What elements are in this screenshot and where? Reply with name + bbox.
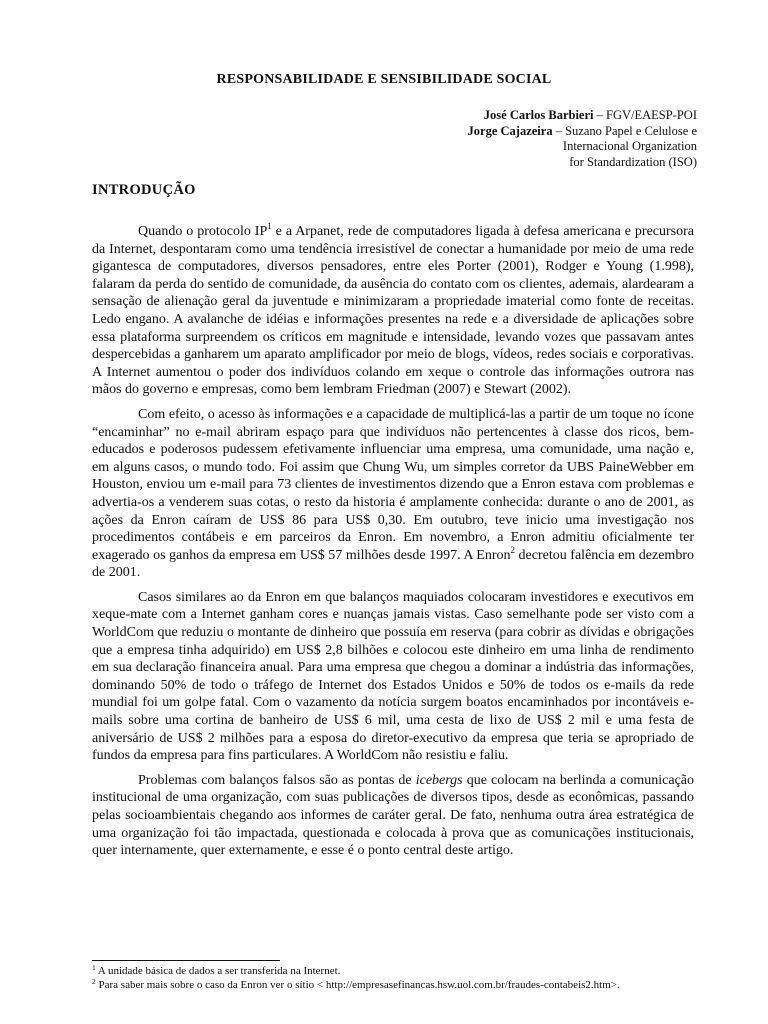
footnote-text: A unidade básica de dados a ser transferida na Internet. (95, 965, 341, 977)
footnote-text: Para saber mais sobre o caso da Enron ver o sítio < http://empresasefinancas.hsw.uol.com.br/fraudes-contabeis2.htm>. (95, 978, 620, 991)
author-affiliation-continued: for Standardization (ISO) (569, 154, 697, 169)
paragraph-2 (92, 406, 694, 582)
paragraph-3: Casos similares ao da Enron em que balanços maquiados colocaram investidores e executivos em xeque-mate com a Internet ganham cores e nuanças jamais vistas. Caso semelhante pode ser visto com a WorldCom que reduziu o montante de dinheiro que possuía em reserva (para cobrir as dívidas e obrigações que a empresa tinha adquirido) em US$ 2,8 bilhões e colocou este dinheiro em uma linha de rendimento em sua declaração financeira anual. Para uma empresa que chegou a dominar a indústria das informações, dominando 50% de todo o tráfego de Internet dos Estados Unidos e 50% de todos os e-mails da rede mundial foi um golpe fatal. Com o vazamento da notícia surgem boatos encaminhados por incontáveis e-mails sobre uma cortina de banheiro de US$ 6 mil, uma cesta de lixo de US$ 2 mil e uma festa de aniversário de US$ 2 milhões para a esposa do diretor-executivo da empresa que teria se apropriado de fundos da empresa para fins particulares. A WorldCom não resistiu e faliu. (92, 589, 694, 764)
footnote-ref: 2 (510, 544, 516, 555)
paragraph-text: que colocam na berlinda a comunicação institucional de uma organização, com suas publicações de diversos tipos, desde as econômicas, passando pelas socioambientais chegando aos informes de caráter geral. De fato, nenhuma outra área estratégica de uma organização foi tão impactada, questionada e colocada à prova que as comunicações institucionais, quer internamente, quer externamente, e esse é o ponto central deste artigo. (92, 772, 694, 859)
footnotes (92, 965, 694, 992)
paragraph-text: decretou falência em dezembro de 2001. (92, 547, 694, 581)
author-block (337, 108, 697, 170)
author-line-1 (337, 108, 697, 124)
author-affiliation: – Suzano Papel e Celulose e (552, 123, 697, 138)
paragraph-1 (92, 223, 694, 399)
footnote-ref: 1 (267, 221, 272, 231)
italic-term: icebergs (415, 772, 463, 788)
paper-title: RESPONSABILIDADE E SENSIBILIDADE SOCIAL (216, 72, 552, 87)
section-heading: INTRODUÇÃO (92, 182, 196, 198)
footnote-1 (92, 965, 694, 979)
paragraph-text: e a Arpanet, rede de computadores ligada à defesa americana e precursora da Internet, despontaram como uma tendência irresistível de conectar a humanidade por meio de uma rede gigantesca de computadores, diversos pensadores, entre eles Porter (2001), Rodger e Young (1.998), falaram da perda do sentido de comunidade, da ausência do contato com os clientes, ademais, alardearam a sensação de alienação geral da juventude e minimizaram a propriedade imaterial como fonte de receitas. Ledo engano. A avalanche de idéias e informações presentes na rede e a diversidade de aplicações sobre essa plataforma surpreendem os críticos em magnitude e intensidade, levando vozes que passavam antes despercebidas a ganharem um aparato amplificador por meio de blogs, vídeos, redes sociais e corporativas. A Internet aumentou o poder dos indivíduos colando em xeque o controle das informações outrora nas mãos do governo e empresas, como bem lembram Friedman (2007) e Stewart (2002). (92, 224, 694, 398)
author-line-2 (337, 124, 697, 140)
paragraph-text: Problemas com balanços falsos são as pontas de (138, 772, 416, 788)
footnote-mark: 1 (92, 963, 96, 972)
author-name: Jorge Cajazeira (467, 123, 553, 138)
author-affiliation: – FGV/EAESP-POI (593, 108, 697, 122)
footnote-divider (92, 960, 280, 961)
paragraph-text: Quando o protocolo IP (138, 224, 268, 239)
paragraph-text: Com efeito, o acesso às informações e a capacidade de multiplicá-las a partir de um toque no ícone “encaminhar” no e-mail abriram espaço para que indivíduos não pertencentes à classe dos ricos, bem-educados e poderosos pudessem efetivamente influenciar uma empresa, uma comunidade, uma nação e, em alguns casos, o mundo todo. Foi assim que Chung Wu, um simples corretor da UBS PaineWebber em Houston, enviou um e-mail para 73 clientes de investimentos dizendo que a Enron estava com problemas e advertia-os a venderem suas cotas, o resto da historia é amplamente conhecida: durante o ano de 2001, as ações da Enron caíram de US$ 86 para US$ 0,30. Em outubro, teve inicio uma investigação nos procedimentos contábeis e em parceiros da Enron. Em novembro, a Enron admitiu oficialmente ter exagerado os ganhos da empresa em US$ 57 milhões desde 1997. A Enron (92, 406, 694, 563)
author-name: José Carlos Barbieri (483, 108, 594, 122)
footnote-2 (92, 976, 694, 993)
body-text (92, 223, 694, 867)
author-affiliation-continued: Internacional Organization (562, 139, 697, 154)
footnote-mark: 2 (92, 976, 96, 986)
paragraph-4 (92, 772, 694, 860)
